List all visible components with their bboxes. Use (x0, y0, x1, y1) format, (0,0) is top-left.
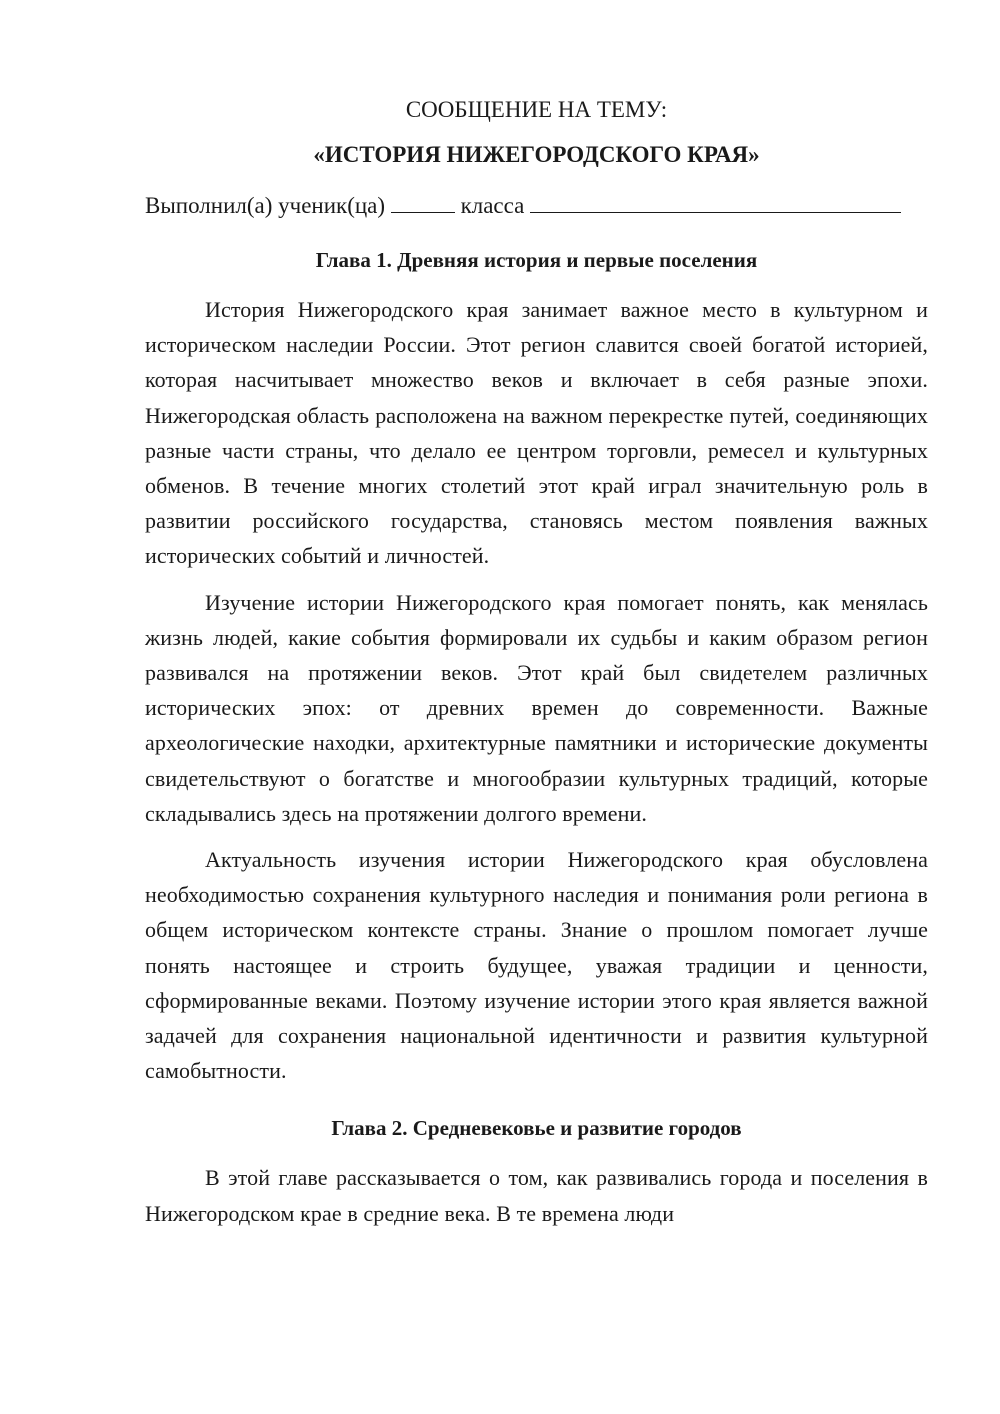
class-number-blank (391, 192, 455, 213)
document-heading: СООБЩЕНИЕ НА ТЕМУ: (405, 97, 668, 122)
class-label: класса (460, 193, 525, 218)
author-line (145, 188, 928, 224)
chapter-1-title: Глава 1. Древняя история и первые поселения (315, 248, 758, 272)
chapter-2-paragraph-1: В этой главе рассказывается о том, как развивались города и поселения в Нижегородском крае в средние века. В те времена люди (145, 1165, 928, 1226)
document-title: «ИСТОРИЯ НИЖЕГОРОДСКОГО КРАЯ» (313, 142, 760, 167)
name-blank (530, 192, 901, 213)
document-page (145, 92, 928, 1242)
chapter-1-paragraph-1: История Нижегородского края занимает важное место в культурном и историческом наследии России. Этот регион славится своей богатой историей, которая насчитывает множество веков и включает в себя разные эпохи. Нижегородская область расположена на важном перекрестке путей, соединяющих разные части страны, что делало ее центром торговли, ремесел и культурных обменов. В течение многих столетий этот край играл значительную роль в развитии российского государства, становясь местом появления важных исторических событий и личностей. (145, 297, 928, 569)
chapter-1-paragraph-2: Изучение истории Нижегородского края помогает понять, как менялась жизнь людей, какие события формировали их судьбы и каким образом регион развивался на протяжении веков. Этот край был свидетелем различных исторических эпох: от древних времен до современности. Важные археологические находки, архитектурные памятники и исторические документы свидетельствуют о богатстве и многообразии культурных традиций, которые складывались здесь на протяжении долгого времени. (145, 589, 928, 826)
author-label: Выполнил(а) ученик(ца) (145, 193, 386, 218)
chapter-1-paragraph-3: Актуальность изучения истории Нижегородского края обусловлена необходимостью сохранения культурного наследия и понимания роли региона в общем историческом контексте страны. Знание о прошлом помогает лучше понять настоящее и строить будущее, уважая традиции и ценности, сформированные веками. Поэтому изучение истории этого края является важной задачей для сохранения национальной идентичности и развития культурной самобытности. (145, 847, 928, 1084)
chapter-2-title: Глава 2. Средневековье и развитие городов (331, 1116, 742, 1141)
